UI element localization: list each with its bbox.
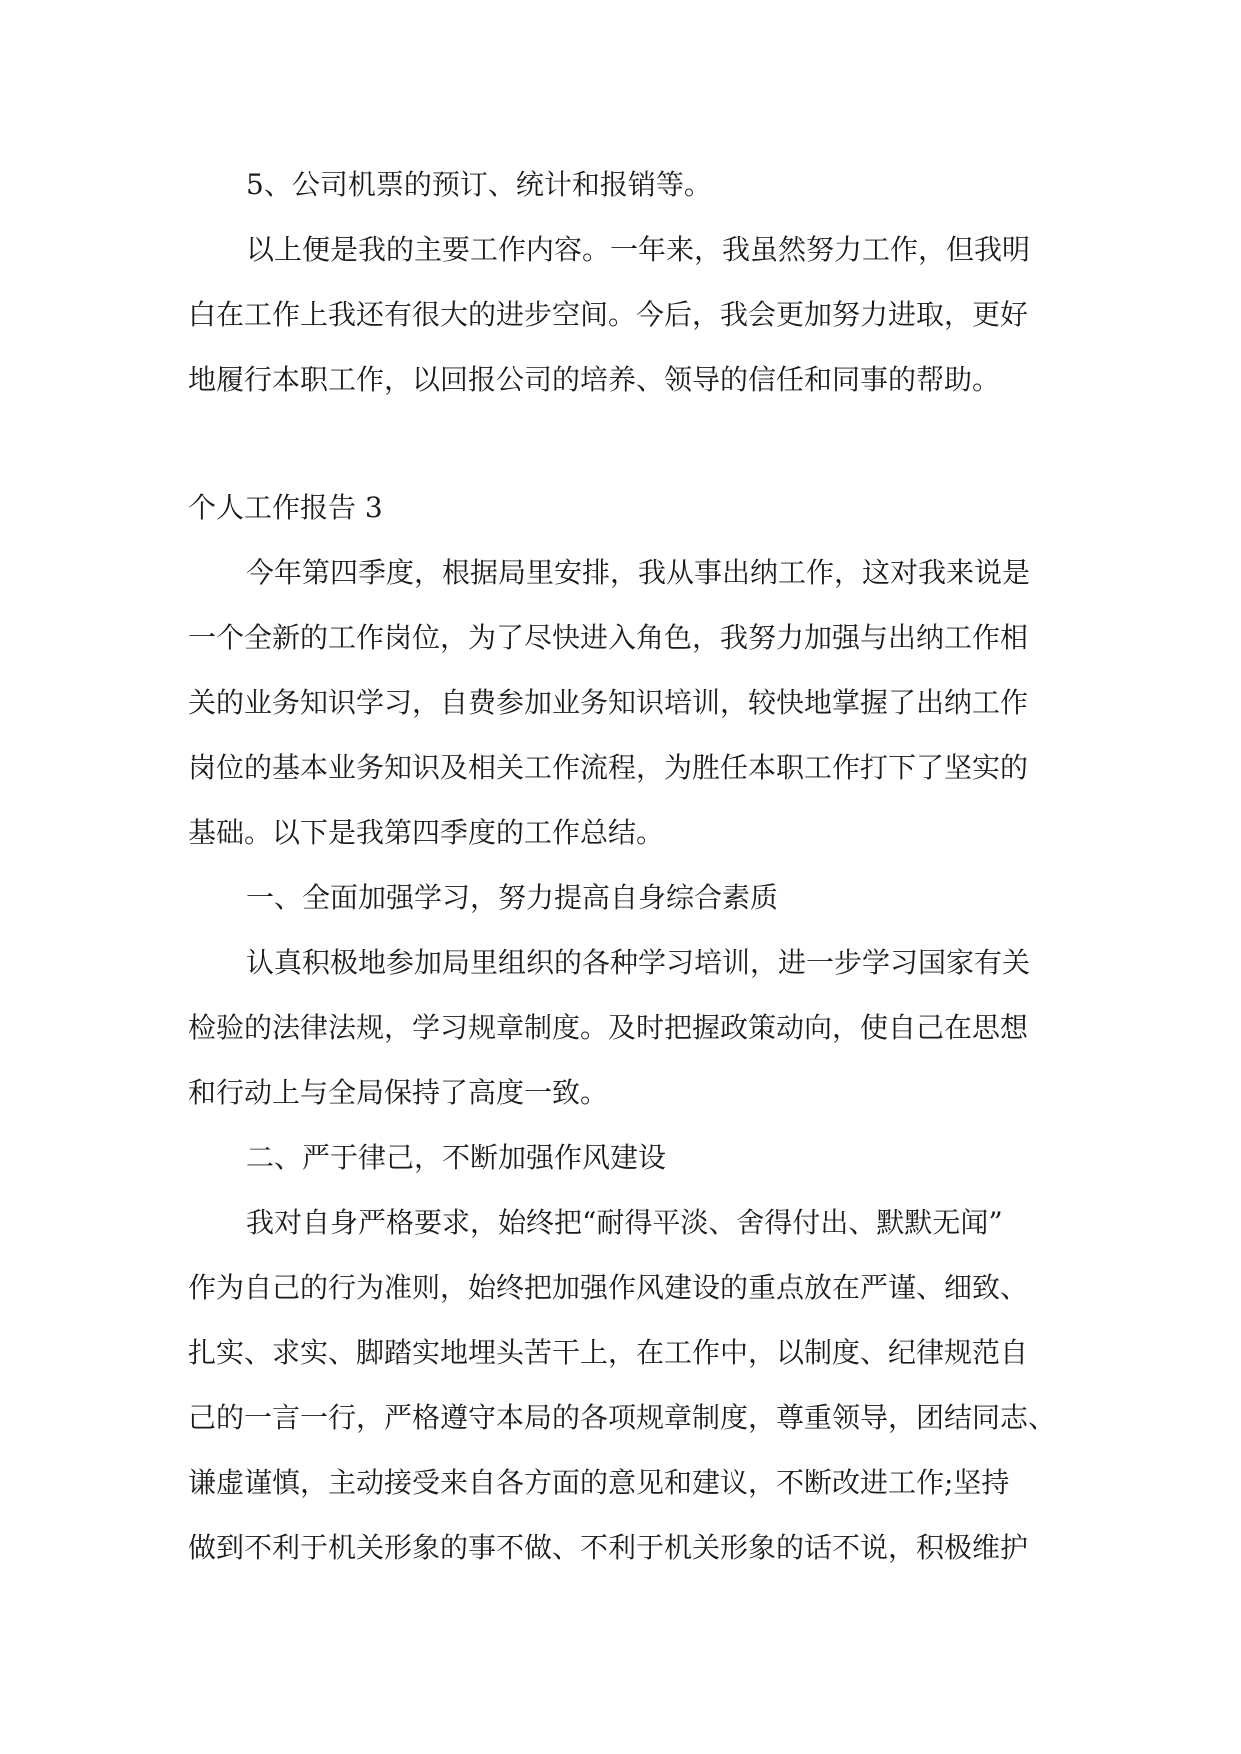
text-line: 基础。以下是我第四季度的工作总结。 [188, 816, 665, 849]
text-line: 地履行本职工作，以回报公司的培养、领导的信任和同事的帮助。 [188, 363, 1001, 396]
section-heading: 个人工作报告 3 [188, 491, 383, 524]
text-line: 做到不利于机关形象的事不做、不利于机关形象的话不说，积极维护 [188, 1531, 1029, 1564]
text-line: 今年第四季度，根据局里安排，我从事出纳工作，这对我来说是 [246, 556, 1031, 589]
text-line: 白在工作上我还有很大的进步空间。今后，我会更加努力进取，更好 [188, 298, 1029, 331]
text-line: 扎实、求实、脚踏实地埋头苦干上，在工作中，以制度、纪律规范自 [188, 1336, 1029, 1369]
text-line: 和行动上与全局保持了高度一致。 [188, 1076, 609, 1109]
subheading: 一、全面加强学习，努力提高自身综合素质 [246, 881, 779, 914]
subheading: 二、严于律己，不断加强作风建设 [246, 1141, 667, 1174]
text-line: 一个全新的工作岗位，为了尽快进入角色，我努力加强与出纳工作相 [188, 621, 1029, 654]
text-line: 谦虚谨慎，主动接受来自各方面的意见和建议，不断改进工作;坚持 [188, 1466, 1010, 1499]
text-line: 5、公司机票的预订、统计和报销等。 [246, 168, 712, 201]
text-line: 我对自身严格要求，始终把“耐得平淡、舍得付出、默默无闻” [246, 1206, 1003, 1239]
text-line: 认真积极地参加局里组织的各种学习培训，进一步学习国家有关 [246, 946, 1031, 979]
text-line: 岗位的基本业务知识及相关工作流程，为胜任本职工作打下了坚实的 [188, 751, 1029, 784]
text-line: 作为自己的行为准则，始终把加强作风建设的重点放在严谨、细致、 [188, 1271, 1029, 1304]
text-line: 己的一言一行，严格遵守本局的各项规章制度，尊重领导，团结同志、 [188, 1401, 1057, 1434]
text-line: 检验的法律法规，学习规章制度。及时把握政策动向，使自己在思想 [188, 1011, 1029, 1044]
text-line: 以上便是我的主要工作内容。一年来，我虽然努力工作，但我明 [246, 233, 1031, 266]
text-line: 关的业务知识学习，自费参加业务知识培训，较快地掌握了出纳工作 [188, 686, 1029, 719]
